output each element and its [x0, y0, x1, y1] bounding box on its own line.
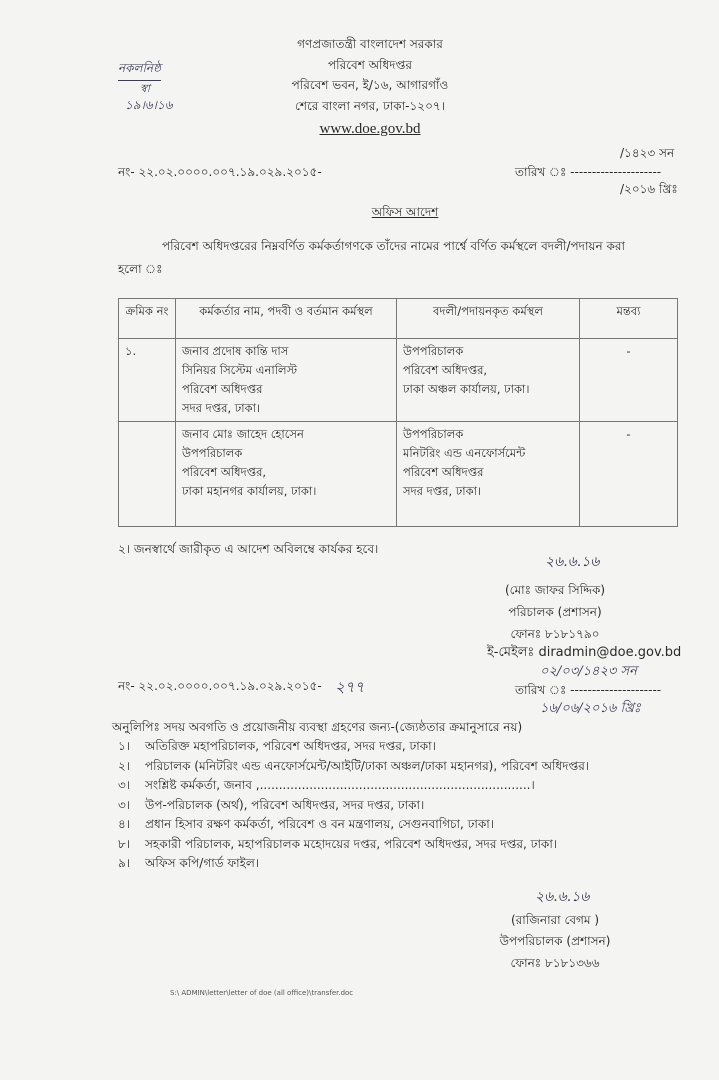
remark: - — [580, 339, 678, 422]
signer-1-title: পরিচালক (প্রশাসন) — [508, 605, 602, 619]
new-post — [397, 339, 580, 422]
line: উপপরিচালক — [403, 344, 464, 358]
copy-item-text: অফিস কপি/গার্ড ফাইল। — [145, 856, 260, 870]
line: জনাব মোঃ জাহেদ হোসেন — [182, 427, 304, 441]
copy-item-text: উপ-পরিচালক (অর্থ), পরিবেশ অধিদপ্তর, সদর দপ্তর, ঢাকা। — [145, 797, 425, 812]
line: পরিবেশ অধিদপ্তর — [403, 465, 484, 479]
signer-1-name: (মোঃ জাফর সিদ্দিক) — [504, 583, 606, 597]
remark: - — [580, 422, 678, 527]
copy-item-text: অতিরিক্ত মহাপরিচালক, পরিবেশ অধিদপ্তর, সদর দপ্তর, ঢাকা। — [145, 739, 436, 753]
govt-name: গণপ্রজাতন্ত্রী বাংলাদেশ সরকার — [297, 37, 443, 51]
line: সদর দপ্তর, ঢাকা। — [182, 401, 261, 415]
clause-2: ২। জনস্বার্থে জারীকৃত এ আদেশ অবিলম্বে কার্যকর হবে। — [118, 542, 379, 556]
table-row — [119, 339, 678, 422]
line: ঢাকা মহানগর কার্যালয়, ঢাকা। — [182, 484, 317, 498]
bangla-year: /১৪২৩ সন — [620, 146, 675, 160]
date-label-2: তারিখ ঃ --------------------- — [515, 683, 662, 697]
copy-item-text: প্রধান হিসাব রক্ষণ কর্মকর্তা, পরিবেশ ও বন মন্ত্রণালয়, সেগুনবাগিচা, ঢাকা। — [145, 817, 495, 831]
copy-item-text: সহকারী পরিচালক, মহাপরিচালক মহোদয়ের দপ্তর, পরিবেশ অধিদপ্তর, সদর দপ্তর, ঢাকা। — [145, 836, 558, 851]
year: /২০১৬ খ্রিঃ — [620, 182, 678, 196]
line: মনিটরিং এন্ড এনফোর্সমেন্ট — [403, 446, 526, 460]
issue-date: ১৬/০৬/২০১৬ খ্রিঃ — [540, 701, 641, 716]
copy-item-number: ২। — [118, 758, 131, 773]
table-row — [119, 422, 678, 527]
memo-hand-number: ২৭৭ — [335, 678, 365, 696]
copy-item-text: পরিচালক (মনিটরিং এন্ড এনফোর্সমেন্ট/আইটি/ঢাকা অঞ্চল/ঢাকা মহানগর), পরিবেশ অধিদপ্তর। — [145, 758, 590, 773]
copy-item-number: ৮। — [118, 836, 131, 851]
address-line2: শেরে বাংলা নগর, ঢাকা-১২০৭। — [295, 99, 445, 113]
page-title: অফিস আদেশ — [371, 205, 439, 219]
line: পরিবেশ অধিদপ্তর — [182, 382, 263, 396]
signature-2: ২৬.৬.১৬ — [535, 889, 590, 905]
signer-2-phone: ফোনঃ ৮১৮১৩৬৬ — [510, 956, 600, 970]
serial — [119, 422, 176, 527]
intro-line1: পরিবেশ অধিদপ্তরের নিম্নবর্ণিত কর্মকর্তাগণকে তাঁদের নামের পার্শ্বে বর্ণিত কর্মস্থলে বদলী/পদায়ন করা — [162, 239, 625, 253]
copy-item-number: ৩। — [118, 778, 131, 792]
memo-number: নং- ২২.০২.০০০০.০০৭.১৯.০২৯.২০১৫- — [118, 165, 322, 179]
col-new: বদলী/পদায়নকৃত কর্মস্থল — [397, 299, 580, 339]
new-post — [397, 422, 580, 527]
bangla-date: ০২/০৩/১৪২৩ সন — [540, 664, 637, 679]
file-path-footer: S:\ ADMIN\letter\letter of doe (all office)\transfer.doc — [170, 989, 354, 997]
signer-1-email: ই-মেইলঃ diradmin@doe.gov.bd — [487, 645, 682, 660]
line: সদর দপ্তর, ঢাকা। — [403, 484, 482, 498]
copy-item-number: ৯। — [118, 856, 131, 870]
date-label: তারিখ ঃ --------------------- — [515, 165, 662, 179]
line: পরিবেশ অধিদপ্তর, — [182, 465, 267, 479]
transfer-table — [118, 298, 678, 527]
current-post — [176, 422, 397, 527]
col-serial: ক্রমিক নং — [119, 299, 176, 339]
current-post — [176, 339, 397, 422]
col-remark: মন্তব্য — [580, 299, 678, 339]
line: সিনিয়র সিস্টেম এনালিস্ট — [182, 363, 298, 377]
intro-line2: হলো ঃ — [118, 262, 163, 276]
line: পরিবেশ অধিদপ্তর, — [403, 363, 488, 377]
col-current: কর্মকর্তার নাম, পদবী ও বর্তমান কর্মস্থল — [176, 299, 397, 339]
table-header — [119, 299, 678, 339]
signer-2-name: (রাজিনারা বেগম ) — [510, 913, 600, 927]
serial: ১. — [119, 339, 176, 422]
signature-1: ২৬.৬.১৬ — [545, 554, 600, 570]
department-name: পরিবেশ অধিদপ্তর — [328, 58, 412, 72]
copy-heading: অনুলিপিঃ সদয় অবগতি ও প্রয়োজনীয় ব্যবস্থা গ্রহণের জন্য-(জ্যেষ্ঠতার ক্রমানুসারে নয়) — [112, 720, 523, 734]
copy-item-number: ৪। — [118, 817, 131, 831]
line: ঢাকা অঞ্চল কার্যালয়, ঢাকা। — [403, 382, 530, 396]
copy-item-number: ১। — [118, 739, 131, 753]
line: উপপরিচালক — [403, 427, 464, 441]
line: জনাব প্রদোষ কান্তি দাস — [182, 344, 289, 358]
website-link[interactable]: www.doe.gov.bd — [319, 121, 421, 137]
copy-item-text: সংশ্লিষ্ট কর্মকর্তা, জনাব ,.......................................................................। — [145, 778, 535, 792]
memo-number-2: নং- ২২.০২.০০০০.০০৭.১৯.০২৯.২০১৫- — [118, 679, 322, 693]
signer-2-title: উপপরিচালক (প্রশাসন) — [499, 934, 611, 948]
copy-item-number: ৩। — [118, 797, 131, 812]
address-line1: পরিবেশ ভবন, ই/১৬, আগারগাঁও — [291, 78, 449, 92]
signer-1-phone: ফোনঃ ৮১৮১৭৯০ — [510, 627, 600, 641]
line: উপপরিচালক — [182, 446, 243, 460]
